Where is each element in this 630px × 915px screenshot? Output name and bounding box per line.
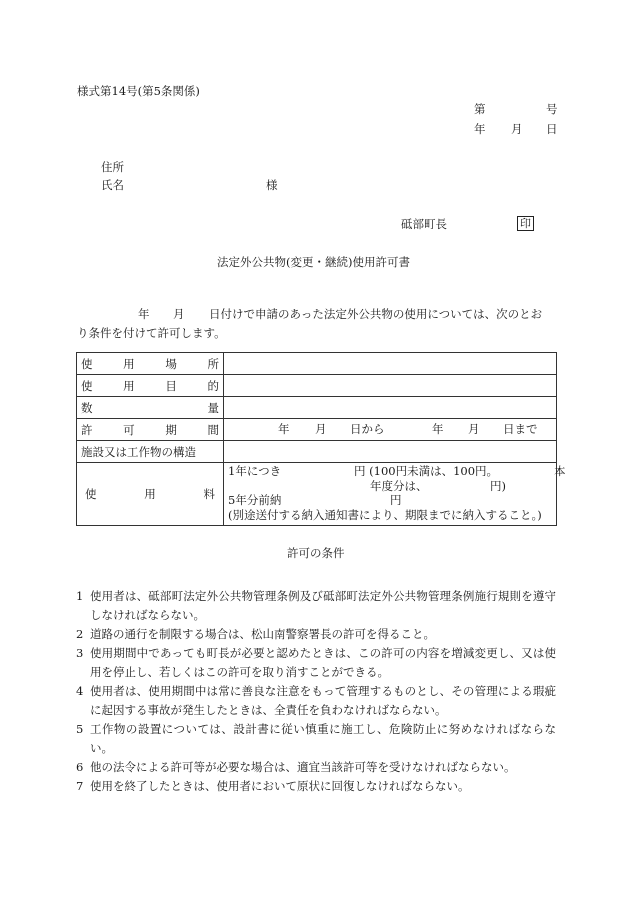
value-place	[224, 353, 557, 375]
conditions-list	[76, 587, 556, 796]
label-period: 許 可 期 間	[77, 419, 224, 441]
doc-number-suffix: 号	[546, 102, 558, 116]
condition-item: 7 使用を終了したときは、使用者において原状に回復しなければならない。	[76, 779, 470, 793]
value-structure	[224, 441, 557, 463]
intro-year: 年	[138, 307, 150, 321]
row-fee	[77, 463, 557, 526]
label-structure: 施設又は工作物の構造	[77, 441, 224, 463]
value-fee: 1年につき 円 (100円未満は、100円。 本 年度分は、 円) 5年分前納 円 (別途送付する納入通知書により、期限までに納入すること。)	[224, 463, 557, 526]
date-month: 月	[511, 122, 523, 136]
label-place: 使 用 場 所	[77, 353, 224, 375]
condition-item: 3 使用期間中であっても町長が必要と認めたときは、この許可の内容を増減変更し、又は使用を停止し、若しくはこの許可を取り消すことができる。	[76, 646, 556, 679]
condition-item: 1 使用者は、砥部町法定外公共物管理条例及び砥部町法定外公共物管理条例施行規則を遵守しなければならない。	[76, 589, 556, 622]
row-quantity	[77, 397, 557, 419]
conditions-title: 許可の条件	[287, 546, 345, 560]
condition-item: 2 道路の通行を制限する場合は、松山南警察署長の許可を得ること。	[76, 627, 435, 641]
value-period: 年 月 日から 年 月 日まで	[224, 419, 557, 441]
intro-line1: 日付けで申請のあった法定外公共物の使用については、次のとお	[209, 307, 543, 321]
document-title: 法定外公共物(変更・継続)使用許可書	[217, 255, 410, 269]
address-label: 住所	[101, 160, 124, 174]
intro-month: 月	[173, 307, 185, 321]
permit-table	[76, 352, 566, 526]
date-day: 日	[546, 122, 558, 136]
issuer-seal: 印	[517, 216, 534, 231]
date-year: 年	[474, 122, 486, 136]
value-purpose	[224, 375, 557, 397]
row-place	[77, 353, 557, 375]
intro-line2: り条件を付けて許可します。	[77, 326, 226, 340]
row-period	[77, 419, 557, 441]
row-purpose	[77, 375, 557, 397]
label-quantity: 数 量	[77, 397, 224, 419]
doc-number-prefix: 第	[474, 102, 486, 116]
form-number: 様式第14号(第5条関係)	[77, 84, 200, 98]
condition-item: 5 工作物の設置については、設計書に従い慎重に施工し、危険防止に努めなければならない。	[76, 722, 556, 755]
condition-item: 4 使用者は、使用期間中は常に善良な注意をもって管理するものとし、その管理による瑕疵に起因する事故が発生したときは、全責任を負わなければならない。	[76, 684, 556, 717]
label-fee: 使 用 料	[77, 463, 224, 526]
row-structure	[77, 441, 557, 463]
condition-item: 6 他の法令による許可等が必要な場合は、適宜当該許可等を受けなければならない。	[76, 760, 516, 774]
name-label: 氏名	[101, 178, 124, 192]
value-quantity	[224, 397, 557, 419]
label-purpose: 使 用 目 的	[77, 375, 224, 397]
honorific: 様	[266, 178, 278, 192]
issuer-title: 砥部町長	[401, 217, 447, 231]
